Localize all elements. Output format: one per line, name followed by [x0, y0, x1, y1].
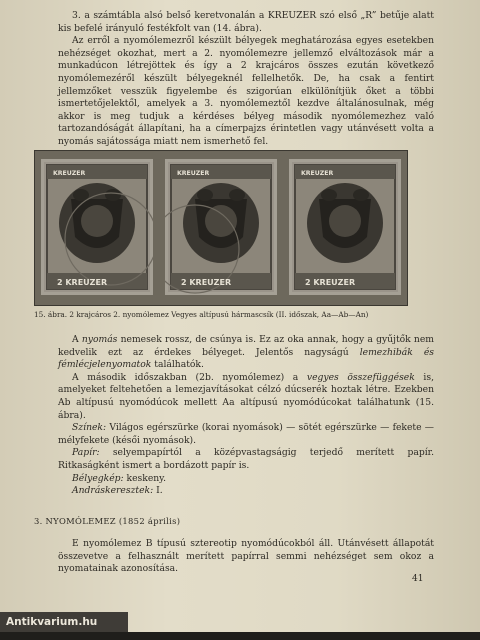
field-value: I.	[153, 485, 163, 497]
stamp	[165, 159, 277, 295]
field-label: Papír:	[72, 447, 100, 459]
text-block-top	[58, 10, 434, 149]
paragraph-paper	[58, 447, 434, 472]
stamp-bottom-label: 2 KREUZER	[181, 278, 232, 287]
stamp-bottom-label: 2 KREUZER	[305, 278, 356, 287]
field-label: Bélyegkép:	[72, 472, 124, 484]
text-run: A második időszakban (2b. nyomólemez) a	[72, 371, 307, 383]
text-run: nemesek rossz, de csúnya is. Ez az oka annak, hogy a gyűjtők nem kedvelik ezt az érdekes bélyeget. Jelentős nagyságú	[58, 334, 434, 358]
field-label: Színek:	[72, 422, 107, 434]
stamp	[289, 159, 401, 295]
site-watermark: Antikvarium.hu	[0, 612, 128, 632]
field-value: keskeny.	[123, 472, 167, 484]
figure-caption: 15. ábra. 2 krajcáros 2. nyomólemez Vegyes altípusú hármascsík (II. időszak, Aa—Ab—An)	[34, 310, 369, 319]
italic-term: nyomás	[81, 334, 118, 345]
field-value: selyempapírtól a középvastagságig terjedő merített papír. Ritkaságként ismert a bordázott papír is.	[58, 447, 434, 471]
paragraph-stamp-image	[58, 473, 434, 486]
italic-term: vegyes összefüggések	[306, 371, 415, 383]
text-run: is, amelyeket feltehetően a lemezjavításokat célzó dúcserék hoztak létre. Ezekben Ab altípusú nyomódúcok mellett Aa altípusú nyomódúcokat találhatunk (15. ábra).	[58, 371, 434, 421]
section-heading: 3. NYOMÓLEMEZ (1852 április)	[34, 516, 181, 526]
paragraph	[58, 372, 434, 422]
stamp-top-label: KREUZER	[301, 170, 334, 177]
stamp	[41, 159, 153, 295]
text-run: találhatók.	[151, 359, 204, 371]
paragraph: Az erről a nyomólemezről készült bélyegek meghatározása egyes esetekben nehézséget okozhat, mert a 2. nyomólemezre jellemző elváltozások már a munkadúcon létrejöttek és így a 2 krajcáros összes ezután következő nyomólemezéről készült bélyegeknél fellelhetők. De, ha csak a fentirt jellemzőket vesszük figyelembe és szigorúan elkülönítjük őket a többi ismertetőjelektől, amelyek a 3. nyomólemeztől kezdve általánosulnak, még akkor is meg tudjuk a kérdéses bélyeg második nyomólemezhez való tartozandóságát állapítani, ha a címerpajzs érintetlen vagy utánvésett volta a nyomás sajátossága miatt nem ismerhető fel.	[58, 35, 434, 147]
stamp-bottom-label: 2 KREUZER	[57, 278, 108, 287]
paragraph-colors	[58, 422, 434, 447]
stamp-design-icon	[165, 159, 277, 295]
paragraph: 3. a számtábla alsó belső keretvonalán a KREUZER szó első „R” betűje alatt kis befelé irányuló festékfolt van (14. ábra).	[58, 10, 434, 34]
stamp-design-icon	[289, 159, 401, 295]
field-label: Andráskeresztek:	[72, 485, 154, 497]
paragraph: E nyomólemez B típusú sztereotip nyomódúcokból áll. Utánvésett állapotát összevetve a felhasznált merített papírral semmi nehézséget sem okoz a nyomatainak azonosítása.	[58, 538, 434, 575]
italic-term: lemezhibák és fémlécjelenyomatok	[58, 346, 434, 371]
stamp-top-label: KREUZER	[177, 170, 210, 177]
text-block-middle	[58, 334, 434, 498]
paragraph-crosses	[58, 485, 434, 498]
field-value: Világos egérszürke (korai nyomások) — sötét egérszürke — fekete — mélyfekete (késői nyomások).	[58, 422, 434, 446]
stamp-top-label: KREUZER	[53, 170, 86, 177]
text-block-bottom	[58, 538, 434, 576]
paragraph	[58, 334, 434, 372]
scan-edge	[0, 632, 480, 640]
stamp-strip-image	[34, 150, 408, 306]
stamp-design-icon	[41, 159, 153, 295]
text-run: A	[72, 334, 82, 345]
page-number: 41	[412, 574, 424, 584]
